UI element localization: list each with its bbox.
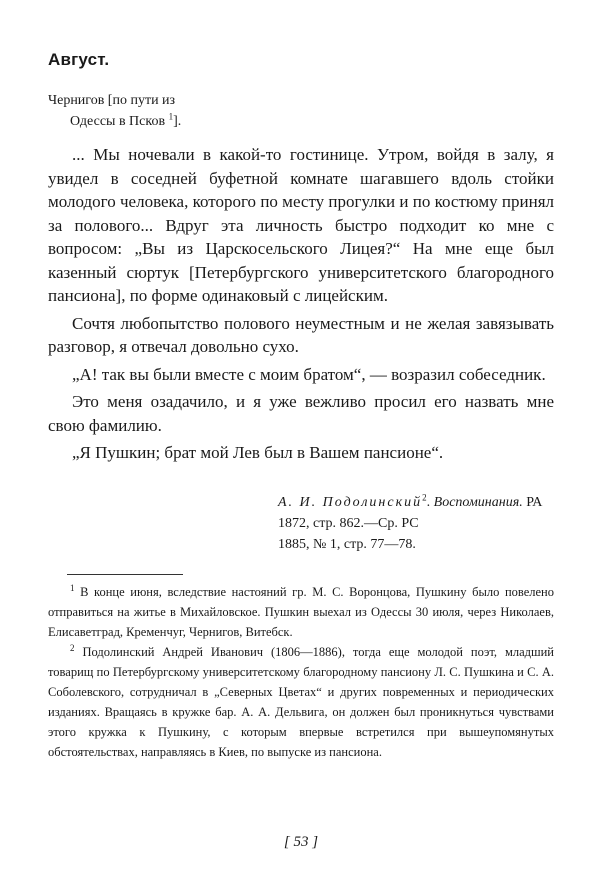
paragraph-3: „А! так вы были вместе с моим братом“, — возразил собеседник.	[72, 364, 546, 384]
footnote-ref-2[interactable]: 2	[422, 492, 427, 503]
page-number: [ 53 ]	[283, 834, 319, 850]
footnotes	[48, 582, 554, 762]
place-line-2-end: ].	[173, 114, 182, 129]
source-citation	[278, 492, 554, 555]
source-author: А. И. Подолинский	[278, 495, 423, 510]
place-line-2-text: Одессы в Псков	[70, 114, 166, 129]
source-work: Воспоминания.	[433, 495, 523, 510]
paragraph-2: Сочтя любопытство полового неуместным и не желая завязывать разговор, я отвечал довольно сухо.	[48, 313, 554, 356]
paragraph-5: „Я Пушкин; брат мой Лев был в Вашем пансионе“.	[72, 443, 444, 462]
paragraph-1: ... Мы ночевали в какой-то гостинице. Утром, войдя в залу, я увидел в соседней буфетной комнате шагавшего вдоль стойки молодого человека, которого по месту прогулки и по костюму принял за полового... Вдруг эта личность быстро подходит ко мне с вопросом: „Вы из Царскосельского Лицея?“ На мне еще был казенный сюртук [Петербургского университетского благородного пансиона], по форме одинаковый с лицейским.	[48, 145, 554, 305]
footnote-1-text: В конце июня, вследствие настояний гр. М. С. Воронцова, Пушкину было повелено отправиться на житье в Михайловское. Пушкин выехал из Одессы 30 июля, через Николаев, Елисаветград, Кременчуг, Чернигов, Витебск.	[48, 585, 554, 639]
source-line-1: А. И. Подолинский$^2$. Воспоминания. РА 1872, стр. 862.—Ср. РС	[278, 492, 543, 531]
footnote-mark-2: 2	[70, 642, 75, 653]
footnote-1	[48, 582, 554, 642]
place-note	[48, 90, 181, 132]
footnote-2	[48, 642, 554, 762]
section-title: Август.	[48, 50, 110, 69]
document-page	[48, 0, 554, 894]
source-ref-2: 1885, № 1, стр. 77—78.	[278, 537, 416, 552]
place-line-1: Чернигов [по пути из	[48, 93, 176, 108]
main-text	[48, 143, 554, 469]
source-ref-1: РА 1872, стр. 862.—Ср. РС	[278, 495, 543, 531]
footnote-2-text: Подолинский Андрей Иванович (1806—1886), тогда еще молодой поэт, младший товарищ по Петербургскому университетскому благородному пансиону Л. С. Пушкина и С. А. Соболевского, сотрудничал в „Северных Цветах“ и других повременных и периодических изданиях. Вращаясь в кружке бар. А. А. Дельвига, он должен был проникнуться чувствами этого кружка к Пушкину, с которым впервые встретился при вышеупомянутых обстоятельствах, направляясь в Киев, по выпуске из пансиона.	[48, 645, 554, 759]
footnote-mark-1: 1	[70, 582, 75, 593]
footnote-ref-1[interactable]: 1	[168, 111, 174, 122]
footnote-divider	[67, 574, 183, 575]
place-line-2	[48, 111, 181, 132]
paragraph-4: Это меня озадачило, и я уже вежливо просил его назвать мне свою фамилию.	[48, 392, 554, 435]
